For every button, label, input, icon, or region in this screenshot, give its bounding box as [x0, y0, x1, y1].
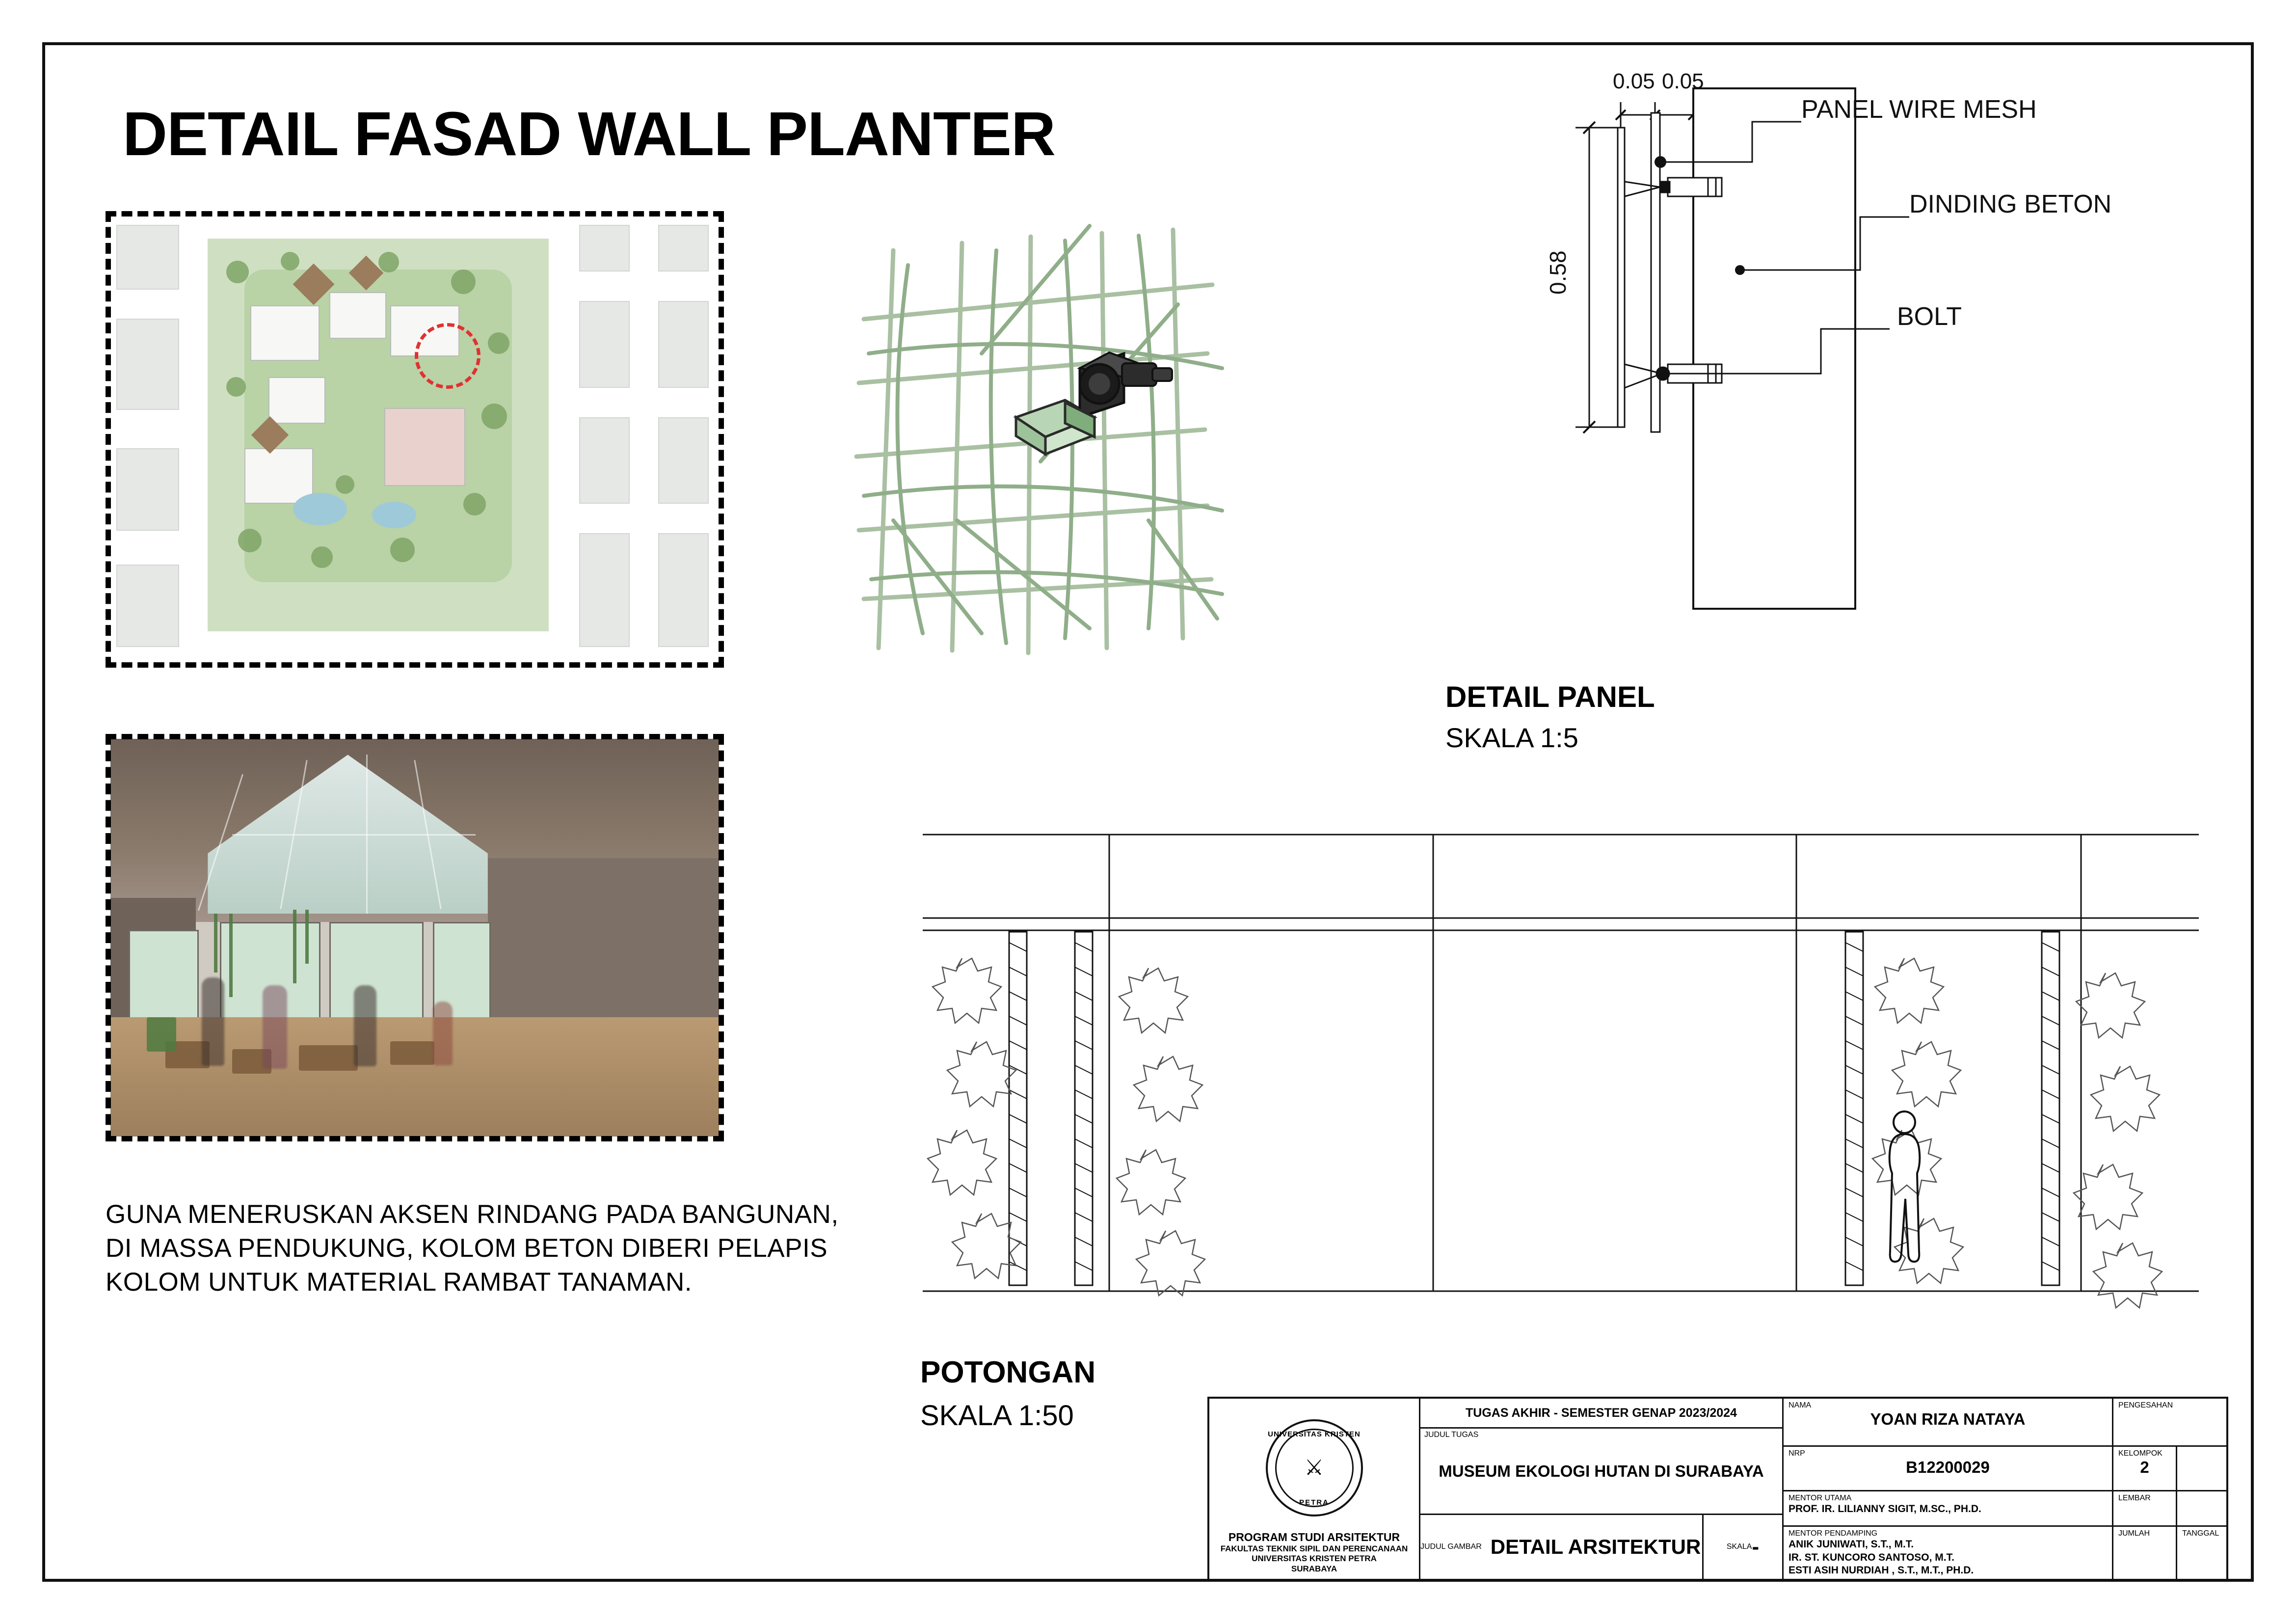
skala-cell: [1704, 1515, 1782, 1579]
svg-text:DINDING BETON: DINDING BETON: [1909, 190, 2112, 218]
detail-panel-drawing: [1546, 64, 2228, 741]
judul-tugas-value: MUSEUM EKOLOGI HUTAN DI SURABAYA: [1439, 1462, 1764, 1480]
site-plan-dashed-frame: [106, 211, 724, 668]
nama-value: YOAN RIZA NATAYA: [1870, 1410, 2026, 1428]
kelompok-cell: [2113, 1447, 2177, 1489]
nrp-label: NRP: [1789, 1449, 1805, 1458]
program-name: PROGRAM STUDI ARSITEKTUR: [1228, 1530, 1400, 1543]
svg-text:0.05: 0.05: [1662, 69, 1704, 93]
judul-gambar-value: DETAIL ARSITEKTUR: [1490, 1535, 1701, 1558]
mentor-utama-row: [1784, 1491, 2226, 1527]
detail-panel-title: DETAIL PANEL: [1445, 680, 1655, 713]
skala-value: -: [1752, 1535, 1760, 1559]
logo-top-text: UNIVERSITAS KRISTEN: [1268, 1430, 1361, 1438]
svg-text:BOLT: BOLT: [1897, 302, 1962, 331]
skala-label: SKALA: [1726, 1543, 1752, 1551]
kelompok-label: KELOMPOK: [2118, 1449, 2163, 1458]
mentor-pendamping-label: MENTOR PENDAMPING: [1789, 1529, 1878, 1538]
judul-gambar-label: JUDUL GAMBAR: [1420, 1543, 1482, 1551]
nrp-row: [1784, 1447, 2226, 1491]
city-name: SURABAYA: [1291, 1564, 1337, 1573]
jumlah-label: JUMLAH: [2118, 1529, 2150, 1538]
judul-tugas-label: JUDUL TUGAS: [1424, 1431, 1479, 1439]
mentor-utama-cell: [1784, 1491, 2113, 1526]
title-block: [1207, 1397, 2228, 1581]
wire-mesh-3d-illustration: [834, 206, 1247, 722]
tanggal-cell: [2177, 1527, 2226, 1579]
title-block-center: [1420, 1399, 1784, 1579]
pengesahan-label: PENGESAHAN: [2118, 1401, 2173, 1409]
interior-render-image: [106, 734, 724, 1141]
site-caption-text: GUNA MENERUSKAN AKSEN RINDANG PADA BANGUNAN, DI MASSA PENDUKUNG, KOLOM BETON DIBERI PELAPIS KOLOM UNTUK MATERIAL RAMBAT TANAMAN.: [106, 1200, 839, 1297]
mentor-pendamping-row: [1784, 1527, 2226, 1579]
interior-dashed-frame: [106, 734, 724, 1141]
university-logo-icon: [1266, 1419, 1363, 1516]
nama-label: NAMA: [1789, 1401, 1812, 1409]
kelompok-value: 2: [2140, 1458, 2149, 1477]
title-block-institution: [1209, 1399, 1420, 1579]
title-block-right: [1784, 1399, 2226, 1579]
nama-row: [1784, 1399, 2226, 1447]
svg-text:PANEL WIRE MESH: PANEL WIRE MESH: [1801, 95, 2037, 124]
site-plan-image: [106, 211, 724, 668]
detail-panel-scale: SKALA 1:5: [1445, 722, 1578, 753]
page-title: DETAIL FASAD WALL PLANTER: [123, 99, 1056, 168]
lembar-label: LEMBAR: [2118, 1493, 2151, 1502]
potongan-title: POTONGAN: [920, 1355, 1096, 1389]
svg-text:0.58: 0.58: [1546, 250, 1571, 295]
tanggal-label: TANGGAL: [2182, 1529, 2219, 1538]
svg-text:0.05: 0.05: [1613, 69, 1655, 93]
logo-torch-icon: ⚔: [1304, 1456, 1324, 1480]
potongan-scale: SKALA 1:50: [920, 1400, 1074, 1432]
faculty-name: FAKULTAS TEKNIK SIPIL DAN PERENCANAAN: [1220, 1543, 1408, 1553]
judul-gambar-row: [1420, 1515, 1782, 1579]
judul-tugas-cell: [1420, 1429, 1782, 1515]
mentor-utama-value: PROF. IR. LILIANNY SIGIT, M.SC., PH.D.: [1789, 1503, 1981, 1515]
lembar-cell: [2113, 1491, 2177, 1526]
nrp-cell: [1784, 1447, 2113, 1489]
potongan-section-drawing: [913, 820, 2209, 1321]
judul-gambar-cell: [1420, 1515, 1704, 1579]
mentor-pendamping-cell: [1784, 1527, 2113, 1579]
pengesahan-cell-2: [2177, 1447, 2226, 1489]
semester-header: TUGAS AKHIR - SEMESTER GENAP 2023/2024: [1420, 1399, 1782, 1429]
mentor-pendamping-3: ESTI ASIH NURDIAH , S.T., M.T., PH.D.: [1789, 1564, 1974, 1576]
pengesahan-cell-3: [2177, 1491, 2226, 1526]
mentor-pendamping-2: IR. ST. KUNCORO SANTOSO, M.T.: [1789, 1551, 1954, 1563]
pengesahan-cell: [2113, 1399, 2226, 1445]
mentor-utama-label: MENTOR UTAMA: [1789, 1493, 1852, 1502]
nrp-value: B12200029: [1906, 1458, 1990, 1477]
logo-bottom-text: PETRA: [1299, 1498, 1329, 1507]
jumlah-cell: [2113, 1527, 2177, 1579]
university-name: UNIVERSITAS KRISTEN PETRA: [1252, 1554, 1377, 1564]
mentor-pendamping-1: ANIK JUNIWATI, S.T., M.T.: [1789, 1539, 1914, 1550]
nama-cell: [1784, 1399, 2113, 1445]
